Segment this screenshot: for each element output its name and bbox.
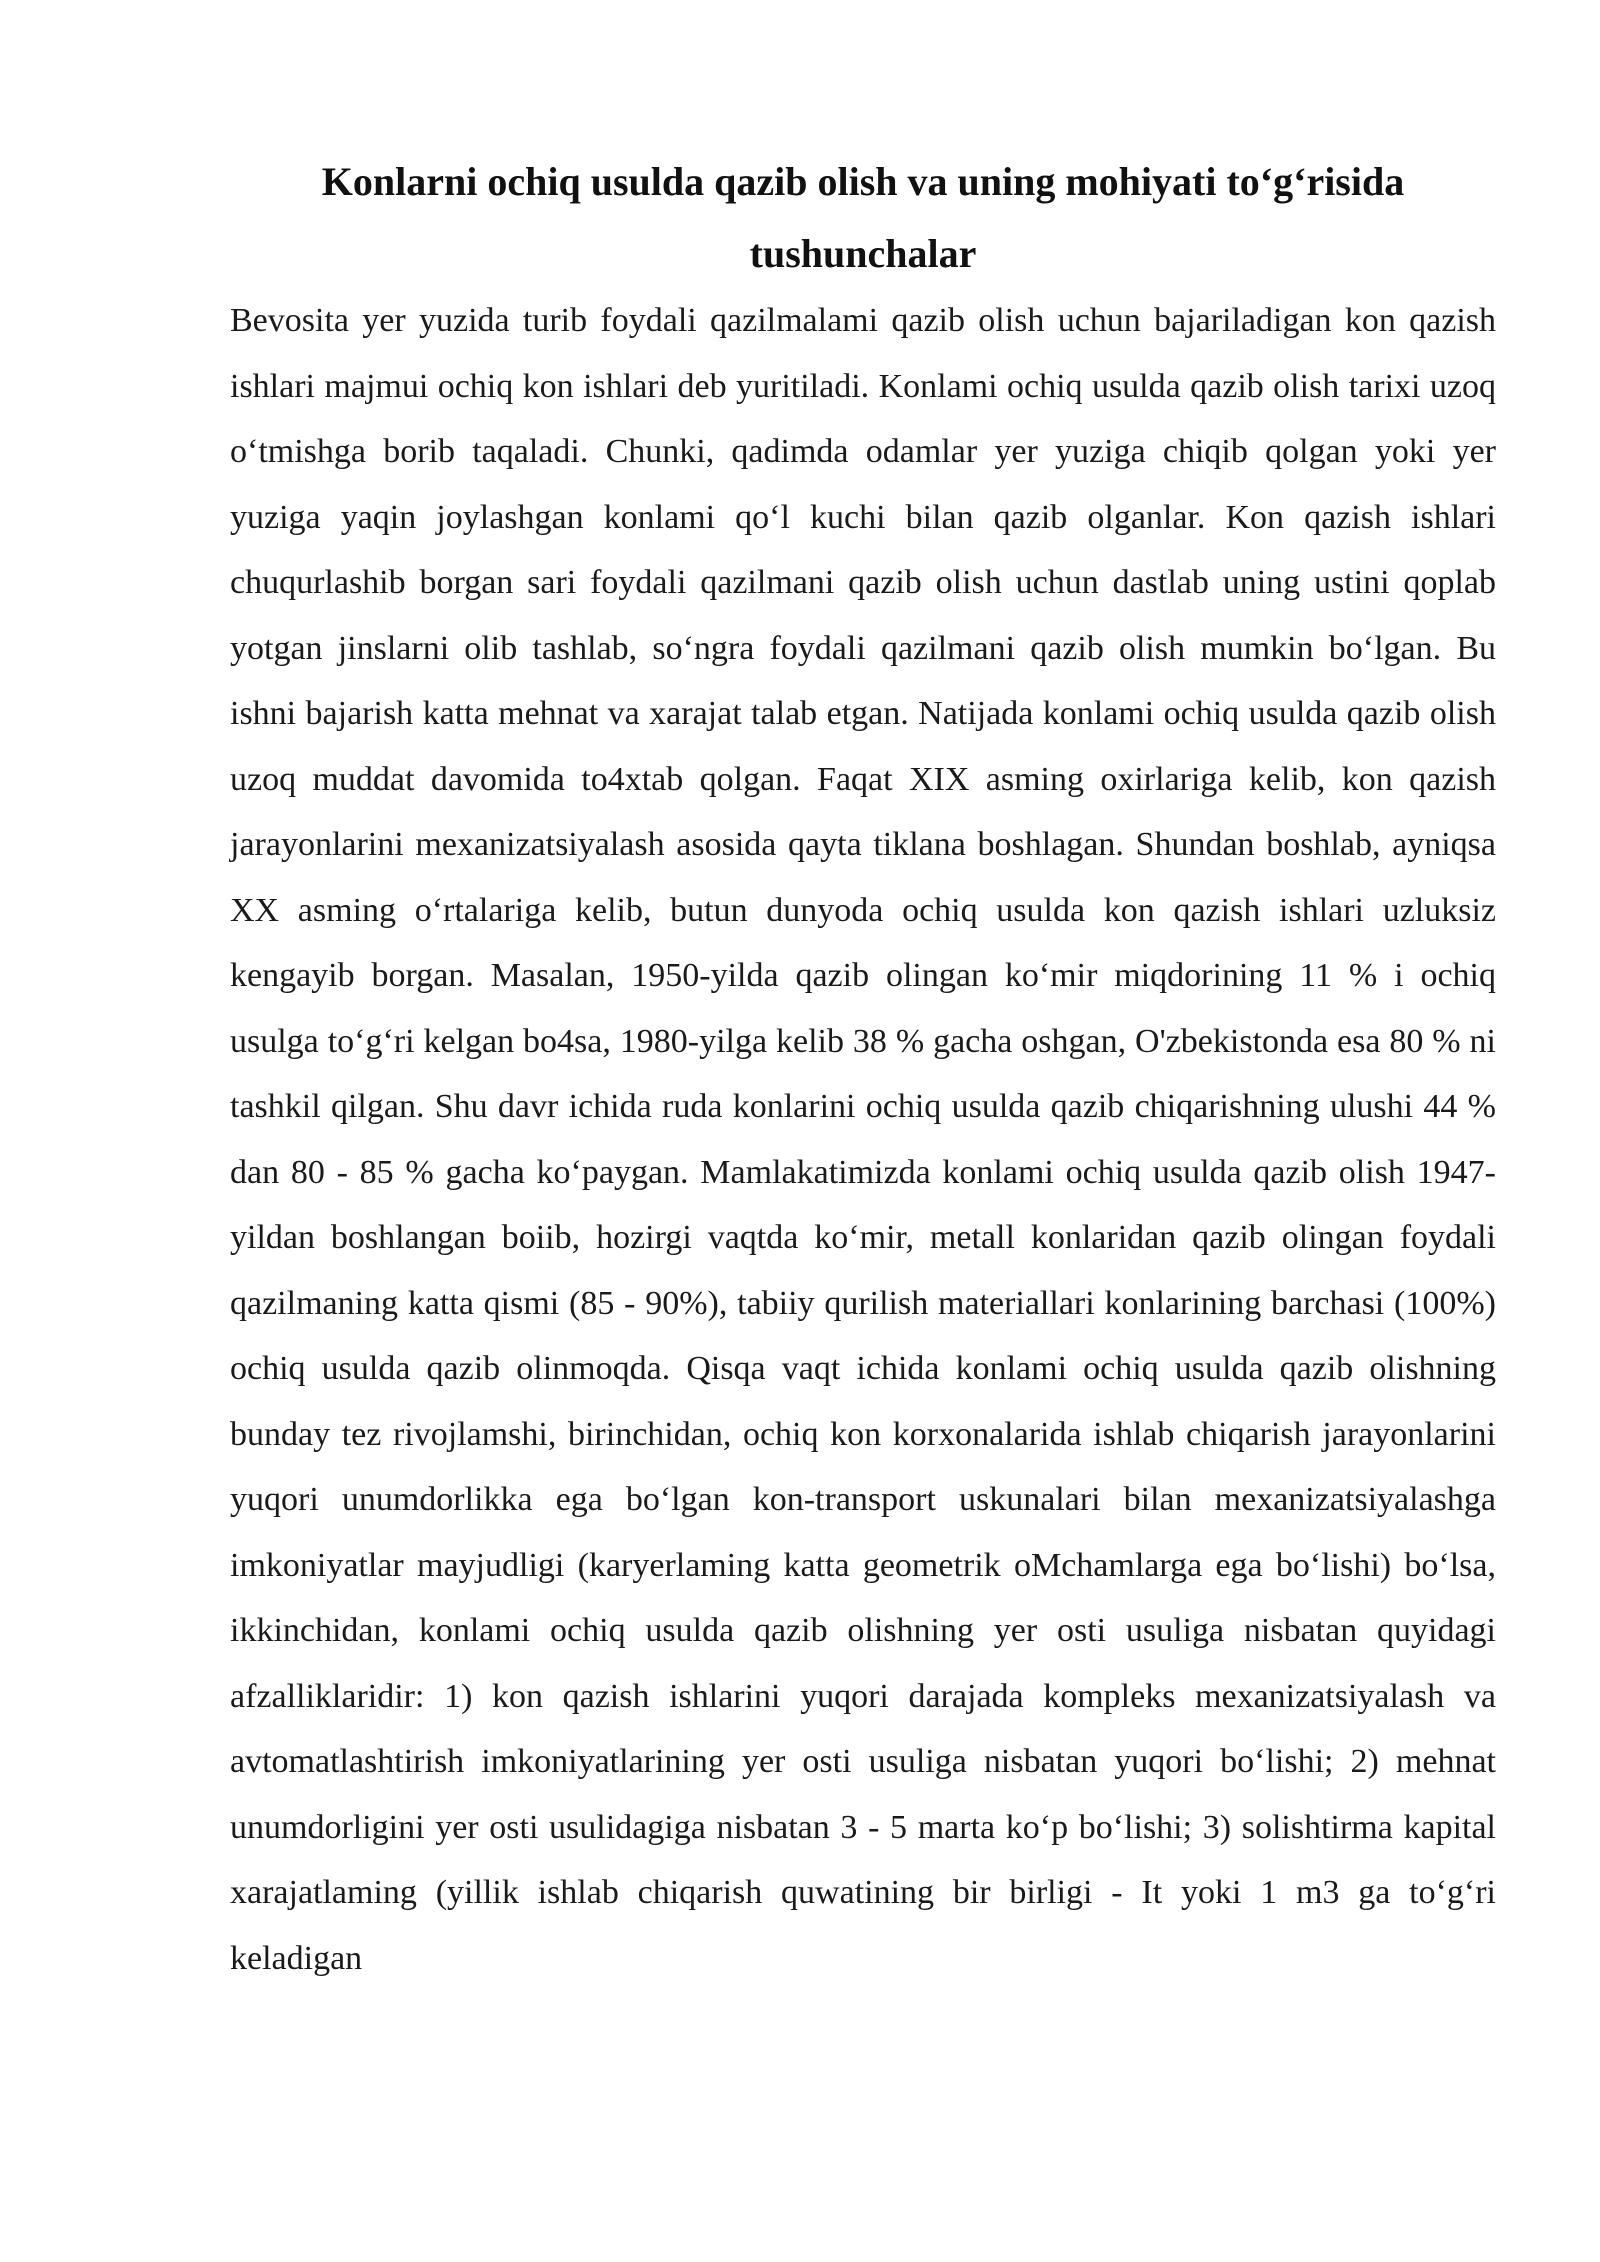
document-title: Konlarni ochiq usulda qazib olish va uning mohiyati to‘g‘risida tushunchalar — [321, 159, 1405, 276]
body-paragraph: Bevosita yer yuzida turib foydali qazilmalami qazib olish uchun bajariladigan kon qazish ishlari majmui ochiq kon ishlari deb yuritiladi. Konlami ochiq usulda qazib olish tarixi uzoq o‘tmishga borib taqaladi. Chunki, qadimda odamlar yer yuziga chiqib qolgan yoki yer yuziga yaqin joylashgan konlami qo‘l kuchi bilan qazib olganlar. Kon qazish ishlari chuqurlashib borgan sari foydali qazilmani qazib olish uchun dastlab uning ustini qoplab yotgan jinslarni olib tashlab, so‘ngra foydali qazilmani qazib olish mumkin bo‘lgan. Bu ishni bajarish katta mehnat va xarajat talab etgan. Natijada konlami ochiq usulda qazib olish uzoq muddat davomida to4xtab qolgan. Faqat XIX asming oxirlariga kelib, kon qazish jarayonlarini mexanizatsiyalash asosida qayta tiklana boshlagan. Shundan boshlab, ayniqsa XX asming o‘rtalariga kelib, butun dunyoda ochiq usulda kon qazish ishlari uzluksiz kengayib borgan. Masalan, 1950-yilda qazib olingan ko‘mir miqdorining 11 % i ochiq usulga to‘g‘ri kelgan bo4sa, 1980-yilga kelib 38 % gacha oshgan, O'zbekistonda esa 80 % ni tashkil qilgan. Shu davr ichida ruda konlarini ochiq usulda qazib chiqarishning ulushi 44 % dan 80 - 85 % gacha ko‘paygan. Mamlakatimizda konlami ochiq usulda qazib olish 1947-yildan boshlangan boiib, hozirgi vaqtda ko‘mir, metall konlaridan qazib olingan foydali qazilmaning katta qismi (85 - 90%), tabiiy qurilish materiallari konlarining barchasi (100%) ochiq usulda qazib olinmoqda. Qisqa vaqt ichida konlami ochiq usulda qazib olishning bunday tez rivojlamshi, birinchidan, ochiq kon korxonalarida ishlab chiqarish jarayonlarini yuqori unumdorlikka ega bo‘lgan kon-transport uskunalari bilan mexanizatsiyalashga imkoniyatlar mayjudligi (karyerlaming katta geometrik oMchamlarga ega bo‘lishi) bo‘lsa, ikkinchidan, konlami ochiq usulda qazib olishning yer osti usuliga nisbatan quyidagi afzalliklaridir: 1) kon qazish ishlarini yuqori darajada kompleks mexanizatsiyalash va avtomatlashtirish imkoniyatlarining yer osti usuliga nisbatan yuqori bo‘lishi; 2) mehnat unumdorligini yer osti usulidagiga nisbatan 3 - 5 marta ko‘p bo‘lishi; 3) solishtirma kapital xarajatlaming (yillik ishlab chiqarish quwatining bir birligi - It yoki 1 m3 ga to‘g‘ri keladigan — [230, 302, 1496, 1977]
